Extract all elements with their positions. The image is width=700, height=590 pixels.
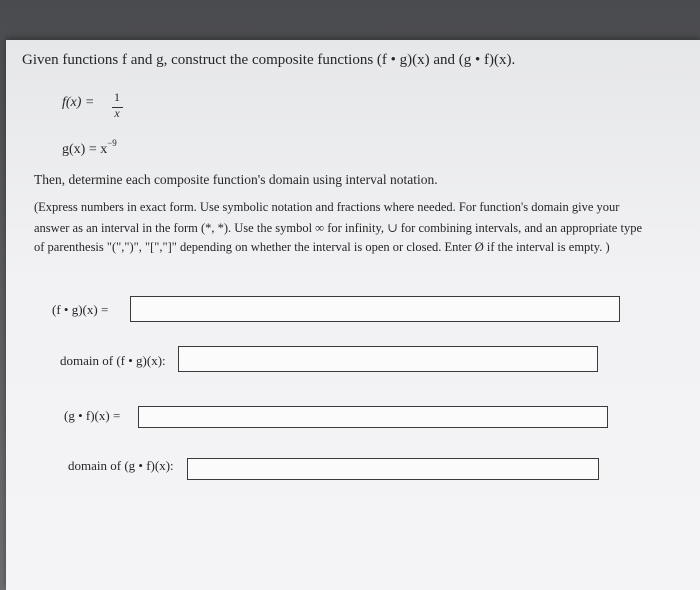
fog-domain-input[interactable]	[178, 346, 598, 372]
g-definition-base: g(x) = x	[62, 142, 108, 157]
then-instruction: Then, determine each composite function's domain using interval notation.	[34, 172, 438, 187]
gof-domain-label: domain of (g • f)(x):	[68, 458, 174, 473]
g-exponent: −9	[107, 138, 117, 148]
g-definition	[62, 138, 117, 158]
gof-domain-input[interactable]	[187, 458, 599, 480]
fog-domain-label: domain of (f • g)(x):	[60, 353, 166, 368]
fog-answer-input[interactable]	[130, 296, 620, 322]
instruction-line-1: (Express numbers in exact form. Use symbolic notation and fractions where needed. For function's domain give your	[34, 200, 620, 214]
fog-label: (f • g)(x) =	[52, 302, 109, 317]
f-definition: f(x) =	[62, 95, 95, 110]
instruction-line-3: of parenthesis "(",")", "[","]" depending on whether the interval is open or closed. Enter Ø if the interval is empty. )	[34, 240, 610, 254]
question-panel	[6, 40, 700, 590]
f-numerator: 1	[114, 90, 120, 104]
f-denominator: x	[114, 106, 120, 120]
gof-answer-input[interactable]	[138, 406, 608, 428]
gof-label: (g • f)(x) =	[64, 408, 121, 423]
problem-intro: Given functions f and g, construct the composite functions (f • g)(x) and (g • f)(x).	[22, 52, 516, 68]
instruction-line-2: answer as an interval in the form (*, *). Use the symbol ∞ for infinity, ∪ for combining intervals, and an appropriate type	[34, 221, 642, 235]
